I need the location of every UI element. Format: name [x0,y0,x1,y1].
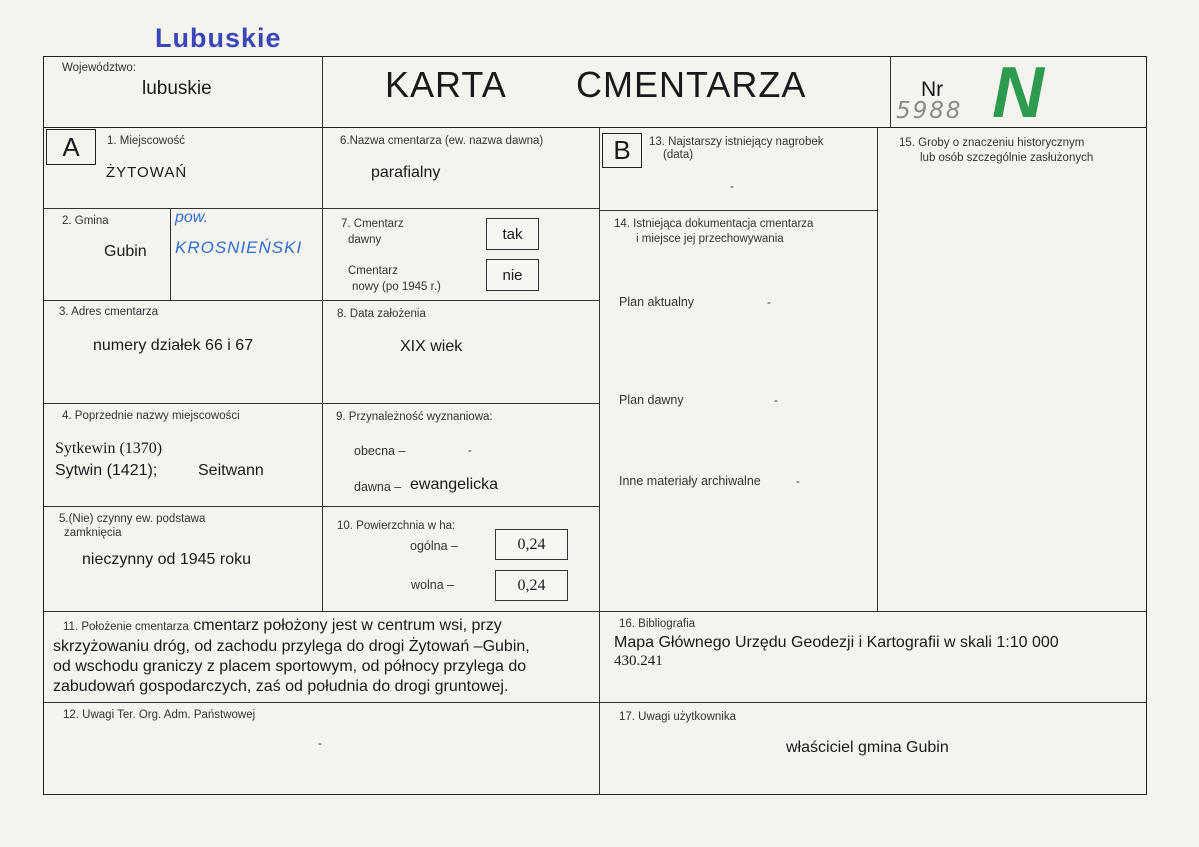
f2-handwritten-pow: pow. [175,209,208,226]
f10-wolna-value [495,570,568,601]
wojewodztwo-label: Województwo: [62,62,136,74]
f17-value: właściciel gmina Gubin [786,739,949,756]
f7-answer-nowy-text: nie [502,266,523,284]
f14-plan-dawny: Plan dawny [619,393,684,407]
f10-ogolna-value [495,529,568,560]
f4-line2a: Sytwin (1421); [55,462,158,479]
f9-dawna-label: dawna – [354,480,402,494]
f5-value: nieczynny od 1945 roku [82,551,251,568]
f1-value: ŻYTOWAŃ [106,164,188,181]
f2-handwritten-powiat: KROSNIEŃSKI [175,238,303,257]
f5-label-1: 5.(Nie) czynny ew. podstawa [59,513,206,525]
f7-label-nowy-2: nowy (po 1945 r.) [352,281,441,293]
f7-label-dawny-1: 7. Cmentarz [341,218,404,230]
f16-line1: Mapa Głównego Urzędu Geodezji i Kartografii w skali 1:10 000 [614,634,1059,651]
f14-inne-value: - [796,476,800,488]
f14-plan-aktualny-value: - [767,297,771,309]
f10-wolna-label: wolna – [411,578,455,592]
region-stamp: Lubuskie [155,23,282,53]
f17-label: 17. Uwagi użytkownika [619,711,736,723]
f10-ogolna-label: ogólna – [410,539,458,553]
f11-line4: zabudowań gospodarczych, zaś od południa do drogi gruntowej. [53,678,509,695]
f14-plan-aktualny: Plan aktualny [619,295,695,309]
f7-answer-dawny-text: tak [502,225,523,243]
f2-label: 2. Gmina [62,215,109,227]
f7-answer-dawny [486,218,539,250]
f6-value: parafialny [371,164,441,181]
f9-obecna-label: obecna – [354,444,406,458]
f16-line2: 430.241 [614,653,663,669]
f7-answer-nowy [486,259,539,291]
f14-inne: Inne materiały archiwalne [619,474,761,488]
f13-label-1: 13. Najstarszy istniejący nagrobek [649,136,824,148]
f5-label-2: zamknięcia [64,527,122,539]
f3-label: 3. Adres cmentarza [59,306,159,318]
f8-label: 8. Data założenia [337,308,426,320]
f15-label-2: lub osób szczególnie zasłużonych [920,152,1094,164]
f14-label-1: 14. Istniejąca dokumentacja cmentarza [614,218,814,230]
f4-line2b: Seitwann [198,462,264,479]
f4-label: 4. Poprzednie nazwy miejscowości [62,410,240,422]
nr-label: Nr [921,78,944,101]
f10-label: 10. Powierzchnia w ha: [337,520,456,532]
f3-value: numery działek 66 i 67 [93,337,254,354]
f10-ogolna-text: 0,24 [517,535,546,553]
f11-line1: cmentarz położony jest w centrum wsi, przy [193,617,502,634]
f9-obecna-value: - [468,445,472,457]
f11-block [53,616,593,697]
f9-dawna-value: ewangelicka [410,476,499,493]
nr-handwritten: 5988 [896,98,963,124]
f12-label: 12. Uwagi Ter. Org. Adm. Państwowej [63,709,256,721]
f13-label-2: (data) [663,149,694,161]
f16-label: 16. Bibliografia [619,618,696,630]
f8-value: XIX wiek [400,338,463,355]
wojewodztwo-value: lubuskie [142,78,212,99]
f14-label-2: i miejsce jej przechowywania [636,233,784,245]
f15-label-1: 15. Groby o znaczeniu historycznym [899,137,1085,149]
f9-label: 9. Przynależność wyznaniowa: [336,411,493,423]
title-karta: KARTA [385,64,507,105]
f11-line3: od wschodu graniczy z placem sportowym, od północy przylega do [53,658,527,675]
f10-wolna-text: 0,24 [517,576,546,594]
f7-label-nowy-1: Cmentarz [348,265,398,277]
f6-label: 6.Nazwa cmentarza (ew. nazwa dawna) [340,135,544,147]
f11-label: 11. Położenie cmentarza [63,621,189,633]
f13-value: - [730,181,734,193]
f2-value: Gubin [104,243,147,260]
f12-value: - [318,738,322,750]
section-a-letter: A [46,129,96,165]
title-cmentarza: CMENTARZA [576,64,807,105]
f14-plan-dawny-value: - [774,395,778,407]
section-b-letter: B [602,133,642,168]
f4-line1: Sytkewin (1370) [55,440,163,457]
f11-line2: skrzyżowaniu dróg, od zachodu przylega do drogi Żytowań –Gubin, [53,638,530,655]
nr-letter-marker: N [992,53,1044,133]
f7-label-dawny-2: dawny [348,234,382,246]
f1-label: 1. Miejscowość [107,135,185,147]
